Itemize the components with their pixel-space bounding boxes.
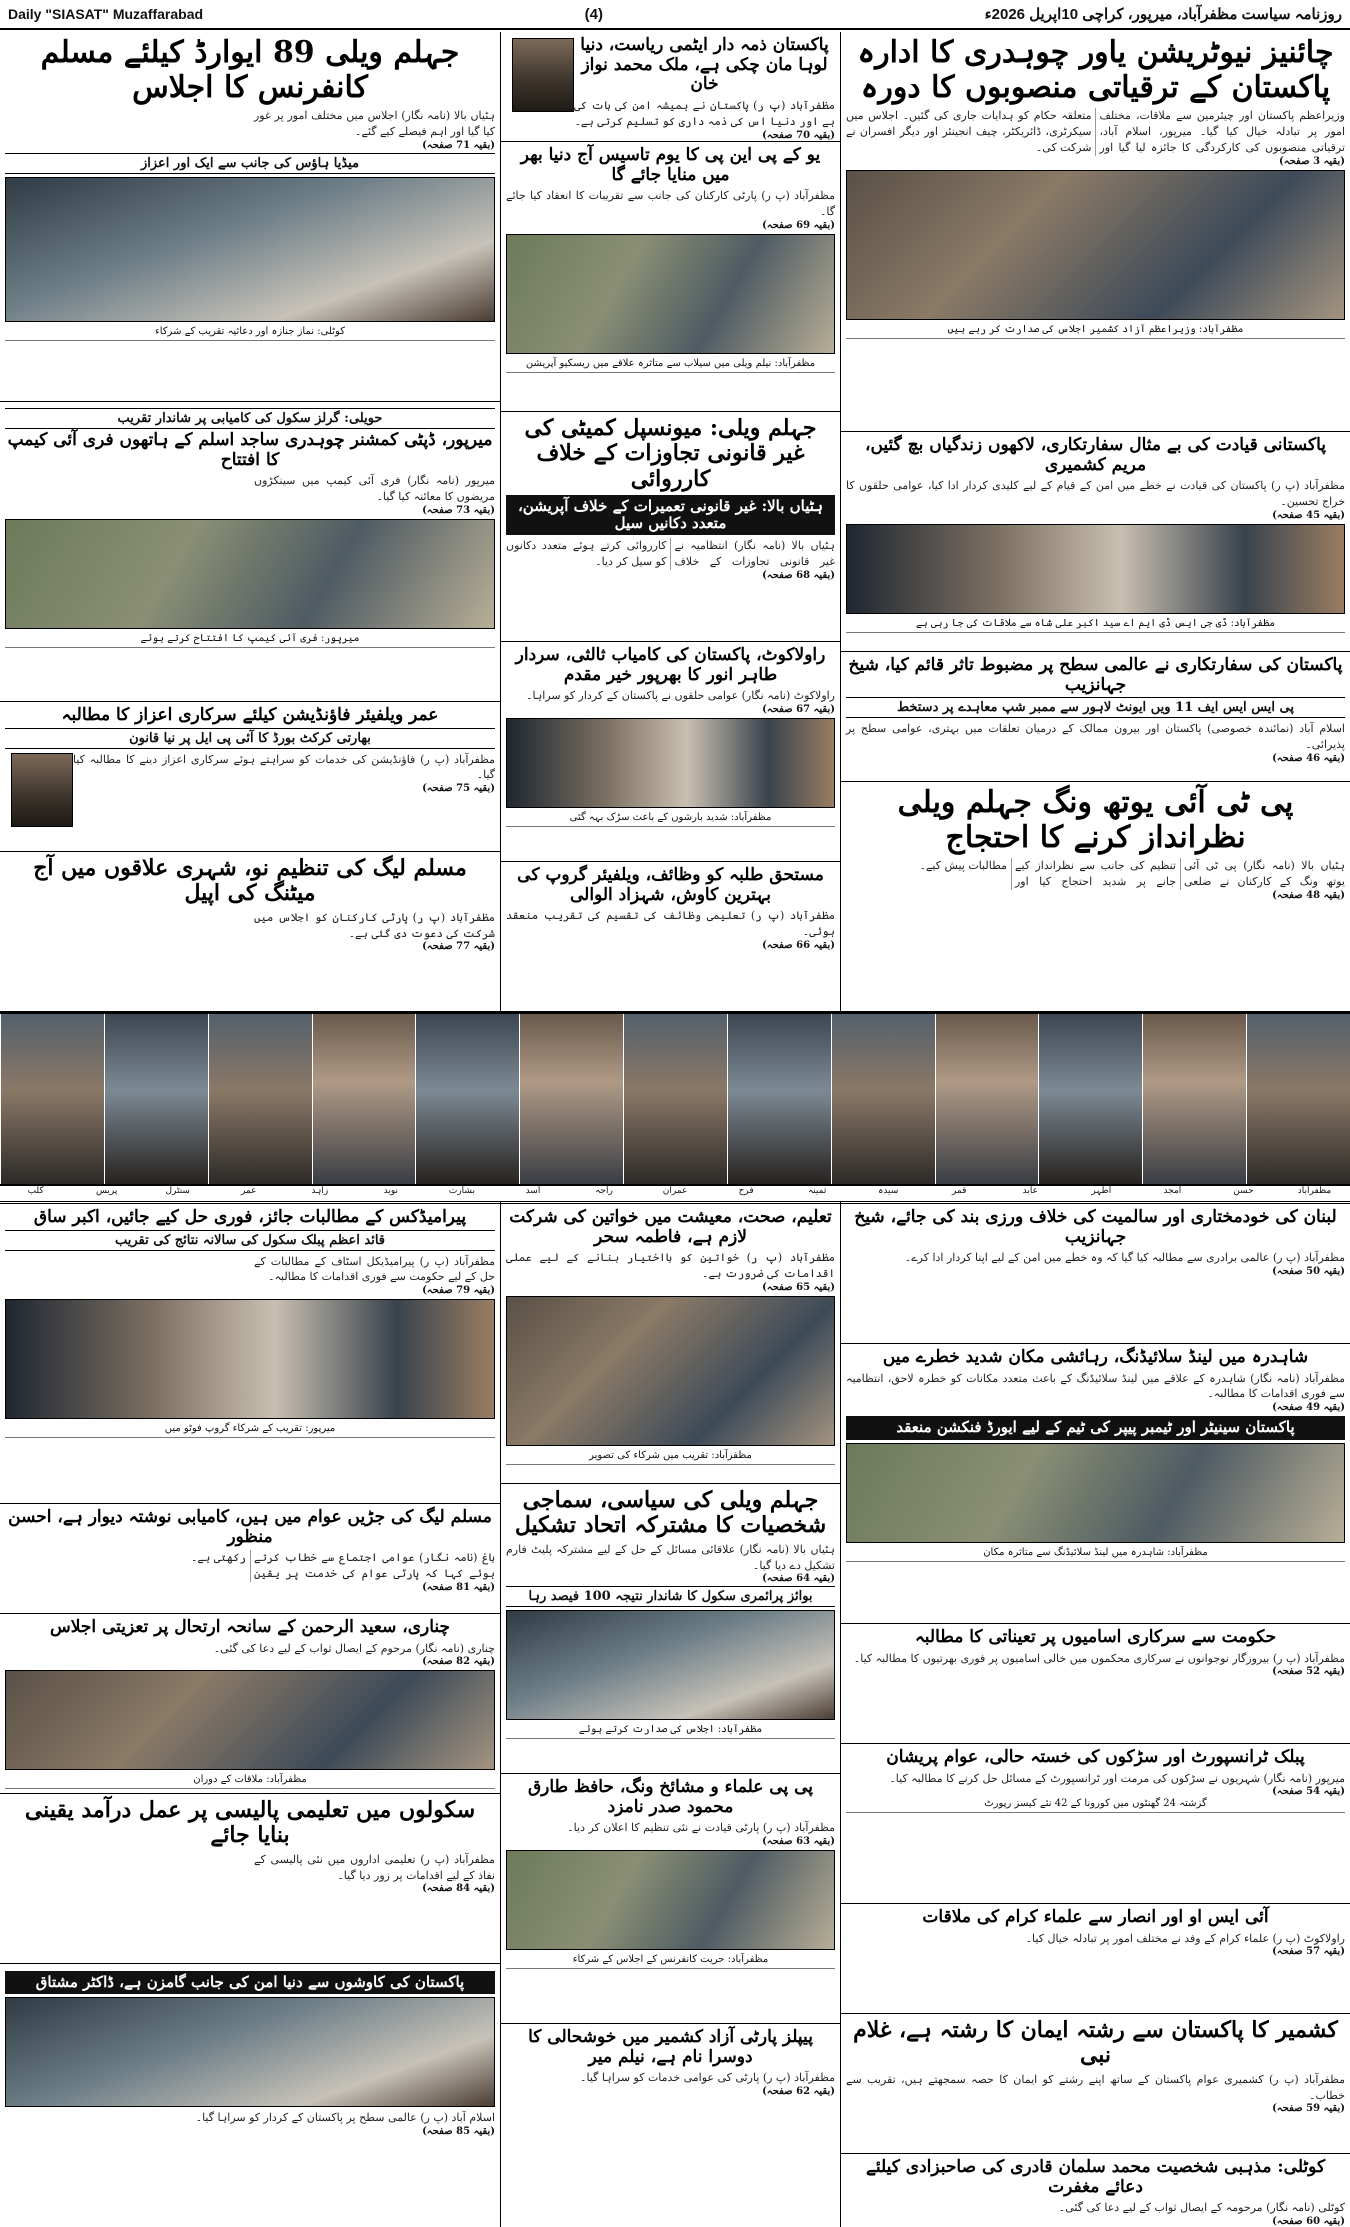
headline: کشمیر کا پاکستان سے رشتہ ایمان کا رشتہ ہے، غلام نبی bbox=[853, 2017, 1338, 2069]
story-body: باغ (نامہ نگار) عوامی اجتماع سے خطاب کرتے ہوئے کہا کہ پارٹی عوام کی خدمت پر یقین رکھتی ہے۔ bbox=[190, 1551, 495, 1581]
photo-caption: مظفرآباد: نیلم ویلی میں سیلاب سے متاثرہ علاقے میں ریسکیو آپریشن bbox=[506, 357, 835, 373]
portrait-photo bbox=[831, 1014, 935, 1184]
news-photo bbox=[846, 524, 1345, 614]
news-photo bbox=[506, 718, 835, 808]
story-left-3 bbox=[0, 702, 500, 852]
portrait-name: زاہد bbox=[311, 1186, 329, 1196]
story-right-11 bbox=[841, 2154, 1350, 2227]
continued-ref: (بقیہ 65 صفحہ) bbox=[762, 1281, 835, 1293]
photo-caption: مظفرآباد: وزیراعظم آزاد کشمیر اجلاس کی صدارت کر رہے ہیں bbox=[846, 323, 1345, 339]
portrait-photo bbox=[312, 1014, 416, 1184]
portrait-photo bbox=[415, 1014, 519, 1184]
headline: راولاکوٹ، پاکستان کی کامیاب ثالثی، سردار طاہر انور کا بھرپور خیر مقدم bbox=[515, 645, 826, 685]
headline: پاکستان کی کاوشوں سے دنیا امن کی جانب گامزن ہے، ڈاکٹر مشتاق bbox=[5, 1971, 495, 1994]
news-photo bbox=[506, 234, 835, 354]
continued-ref: (بقیہ 59 صفحہ) bbox=[1272, 2103, 1345, 2115]
continued-ref: (بقیہ 62 صفحہ) bbox=[762, 2086, 835, 2098]
portrait-photo bbox=[519, 1014, 623, 1184]
headline: یو کے پی این پی کا یوم تاسیس آج دنیا بھر میں منایا جائے گا bbox=[520, 145, 821, 185]
story-body: مظفرآباد (نامہ نگار) شاہدرہ کے علاقے میں لینڈ سلائیڈنگ کے باعث متعدد مکانات کو خطرہ لاحق، انتظامیہ سے فوری اقدامات کا مطالبہ۔ bbox=[846, 1371, 1345, 1401]
headline: چائنیز نیوٹریشن یاور چوہدری کا ادارہ پاکستان کے ترقیاتی منصوبوں کا دورہ bbox=[857, 35, 1334, 105]
story-body: ہٹیاں بالا (نامہ نگار) اجلاس میں مختلف امور پر غور کیا گیا اور اہم فیصلے کیے گئے۔ bbox=[254, 109, 495, 138]
portrait-name: فرح bbox=[738, 1186, 754, 1196]
portrait-photo-strip bbox=[0, 1012, 1350, 1186]
headline: پاکستانی قیادت کی بے مثال سفارتکاری، لاکھوں زندگیاں بچ گئیں، مریم کشمیری bbox=[864, 435, 1327, 475]
headline: پی پی علماء و مشائخ ونگ، حافظ طارق محمود صدر نامزد bbox=[527, 1777, 814, 1817]
story-middle-5 bbox=[501, 862, 840, 1012]
story-body: میرپور (نامہ نگار) فری آئی کیمپ میں سینکڑوں مریضوں کا معائنہ کیا گیا۔ bbox=[254, 474, 495, 504]
continued-ref: (بقیہ 45 صفحہ) bbox=[1272, 509, 1345, 521]
portrait-photo bbox=[1142, 1014, 1246, 1184]
story-right-3 bbox=[841, 652, 1350, 782]
news-photo bbox=[506, 1850, 835, 1950]
portrait-photo bbox=[104, 1014, 208, 1184]
headline: مستحق طلبہ کو وظائف، ویلفیئر گروپ کی بہترین کاوش، شہزاد الوالی bbox=[517, 865, 824, 905]
story-body: مظفرآباد (پ ر) پارٹی قیادت نے نئی تنظیم کا اعلان کر دیا۔ bbox=[567, 1821, 835, 1835]
story-left-8 bbox=[0, 1794, 500, 1964]
news-photo bbox=[5, 519, 495, 629]
headline: مسلم لیگ کی جڑیں عوام میں ہیں، کامیابی نوشتہ دیوار ہے، احسن منظور bbox=[8, 1507, 492, 1547]
continued-ref: (بقیہ 73 صفحہ) bbox=[422, 504, 495, 516]
story-body: ہٹیاں بالا (نامہ نگار) انتظامیہ نے غیر قانونی تجاوزات کے خلاف کارروائی کرتے ہوئے متعدد دکانوں کو سیل کر دیا۔ bbox=[506, 539, 835, 569]
portrait-name: عمر bbox=[241, 1186, 257, 1196]
portrait-name: ثمینہ bbox=[807, 1186, 827, 1196]
masthead bbox=[0, 0, 1350, 30]
inverse-subheading: پاکستان سینیٹر اور ٹیمبر پیپر کی ٹیم کے لیے ایورڈ فنکشن منعقد bbox=[846, 1416, 1345, 1439]
story-middle-3 bbox=[501, 412, 840, 642]
headline: شاہدرہ میں لینڈ سلائیڈنگ، رہائشی مکان شدید خطرے میں bbox=[882, 1347, 1309, 1367]
photo-caption: مظفرآباد: ملاقات کے دوران bbox=[5, 1773, 495, 1789]
news-photo bbox=[506, 1296, 835, 1446]
side-headline: قائد اعظم پبلک سکول کی سالانہ نتائج کی تقریب bbox=[5, 1230, 495, 1251]
story-body: مظفرآباد (پ ر) بیروزگار نوجوانوں نے سرکاری محکموں میں خالی اسامیوں پر فوری بھرتیوں کا مطالبہ کیا۔ bbox=[853, 1651, 1345, 1665]
portrait-photo bbox=[0, 1014, 104, 1184]
portrait-name: حسن bbox=[1233, 1186, 1254, 1196]
story-body: اسلام آباد (پ ر) عالمی سطح پر پاکستان کے کردار کو سراہا گیا۔ bbox=[195, 2111, 495, 2125]
side-headline: بھارتی کرکٹ بورڈ کا آئی پی ایل پر نیا قانون bbox=[5, 728, 495, 749]
headline: میرپور، ڈپٹی کمشنر چوہدری ساجد اسلم کے ہاتھوں فری آئی کیمپ کا افتتاح bbox=[7, 430, 493, 470]
portrait-name: نوید bbox=[383, 1186, 399, 1196]
headline: پاکستان کی سفارتکاری نے عالمی سطح پر مضبوط تاثر قائم کیا، شیخ جہانزیب bbox=[848, 655, 1343, 695]
story-body: مظفرآباد (پ ر) فاؤنڈیشن کی خدمات کو سراہتے ہوئے سرکاری اعزاز دینے کا مطالبہ کیا گیا۔ bbox=[73, 752, 495, 782]
story-body: مظفرآباد (پ ر) عالمی برادری سے مطالبہ کیا گیا کہ وہ خطے میں امن کے لیے اپنا کردار ادا کرے۔ bbox=[904, 1251, 1345, 1265]
story-left-4 bbox=[0, 852, 500, 1012]
headline: تعلیم، صحت، معیشت میں خواتین کی شرکت لازم ہے، فاطمہ سحر bbox=[509, 1207, 832, 1247]
continued-ref: (بقیہ 71 صفحہ) bbox=[422, 139, 495, 151]
story-middle-6 bbox=[501, 1204, 840, 1484]
portrait-name: عابد bbox=[1022, 1186, 1038, 1196]
continued-ref: (بقیہ 66 صفحہ) bbox=[762, 939, 835, 951]
news-photo bbox=[5, 1299, 495, 1419]
headline: عمر ویلفیئر فاؤنڈیشن کیلئے سرکاری اعزاز کا مطالبہ bbox=[61, 705, 439, 725]
story-body: مظفرآباد (پ ر) پارٹی کارکنان کی جانب سے تقریبات کا انعقاد کیا جائے گا۔ bbox=[506, 189, 835, 219]
headline: جہلم ویلی کی سیاسی، سماجی شخصیات کا مشترکہ اتحاد تشکیل bbox=[514, 1487, 827, 1539]
portrait-photo bbox=[512, 38, 574, 112]
continued-ref: (بقیہ 64 صفحہ) bbox=[762, 1573, 835, 1585]
portrait-name: راجہ bbox=[595, 1186, 613, 1196]
portrait-name: قمر bbox=[952, 1186, 967, 1196]
portrait-name: پریس bbox=[95, 1186, 118, 1196]
continued-ref: (بقیہ 52 صفحہ) bbox=[1272, 1666, 1345, 1678]
headline: پبلک ٹرانسپورٹ اور سڑکوں کی خستہ حالی، عوام پریشان bbox=[886, 1747, 1305, 1767]
news-photo bbox=[846, 1443, 1345, 1543]
paper-name: Daily "SIASAT" Muzaffarabad bbox=[8, 6, 204, 22]
page-number: (4) bbox=[584, 5, 603, 23]
story-right-4 bbox=[841, 782, 1350, 1012]
news-photo bbox=[846, 170, 1345, 320]
story-body: چناری (نامہ نگار) مرحوم کے ایصال ثواب کے لیے دعا کی گئی۔ bbox=[213, 1641, 495, 1655]
story-body: مظفرآباد (پ ر) تعلیمی وظائف کی تقسیم کی تقریب منعقد ہوئی۔ bbox=[506, 909, 835, 939]
portrait-photo bbox=[208, 1014, 312, 1184]
headline: پاکستان ذمہ دار ایٹمی ریاست، دنیا لوہا مان چکی ہے، ملک محمد نواز خان bbox=[580, 35, 829, 95]
photo-caption: گزشتہ 24 گھنٹوں میں کورونا کے 42 نئے کیسز رپورٹ bbox=[846, 1797, 1345, 1813]
headline: حکومت سے سرکاری اسامیوں پر تعیناتی کا مطالبہ bbox=[914, 1627, 1277, 1647]
headline: چناری، سعید الرحمن کے سانحہ ارتحال پر تعزیتی اجلاس bbox=[49, 1617, 451, 1637]
story-body: مظفرآباد (پ ر) پارٹی کارکنان کو اجلاس میں شرکت کی دعوت دی گئی ہے۔ bbox=[254, 910, 495, 940]
continued-ref: (بقیہ 3 صفحہ) bbox=[1279, 155, 1345, 167]
story-body: ہٹیاں بالا (نامہ نگار) علاقائی مسائل کے حل کے لیے مشترکہ پلیٹ فارم تشکیل دے دیا گیا۔ bbox=[506, 1542, 835, 1572]
portrait-name: مظفرآباد bbox=[1297, 1186, 1332, 1196]
story-right-6 bbox=[841, 1344, 1350, 1624]
story-right-8 bbox=[841, 1744, 1350, 1904]
portrait-photo bbox=[1038, 1014, 1142, 1184]
portrait-name: سیدہ bbox=[878, 1186, 899, 1196]
portrait-name: سنٹرل bbox=[165, 1186, 190, 1196]
continued-ref: (بقیہ 54 صفحہ) bbox=[1272, 1786, 1345, 1798]
story-left-1 bbox=[0, 32, 500, 402]
story-body: وزیراعظم پاکستان اور چیئرمین سے ملاقات، مختلف امور پر تبادلہ خیال کیا گیا۔ میرپور، اسلام آباد، ترقیاتی منصوبوں کی کارکردگی کا جائزہ لیا گیا اور متعلقہ حکام کو ہدایات جاری کی گئیں۔ اجلاس میں سیکرٹری، ڈائریکٹر، چیف انجینئر اور دیگر افسران نے شرکت کی۔ bbox=[846, 109, 1345, 154]
story-middle-7 bbox=[501, 1484, 840, 1774]
headline: جہلم ویلی: میونسپل کمیٹی کی غیر قانونی تجاوزات کے خلاف کارروائی bbox=[524, 415, 817, 492]
story-body: مظفرآباد (پ ر) خواتین کو بااختیار بنانے کے لیے عملی اقدامات کی ضرورت ہے۔ bbox=[506, 1251, 835, 1281]
headline: کوٹلی: مذہبی شخصیت محمد سلمان قادری کی صاحبزادی کیلئے دعائے مغفرت bbox=[865, 2157, 1326, 2197]
photo-caption: میرپور: تقریب کے شرکاء گروپ فوٹو میں bbox=[5, 1422, 495, 1438]
story-left-7 bbox=[0, 1614, 500, 1794]
story-left-6 bbox=[0, 1504, 500, 1614]
story-right-9 bbox=[841, 1904, 1350, 2014]
portrait-name: امجد bbox=[1163, 1186, 1182, 1196]
continued-ref: (بقیہ 68 صفحہ) bbox=[762, 570, 835, 582]
photo-caption: مظفرآباد: شاہدرہ میں لینڈ سلائیڈنگ سے متاثرہ مکان bbox=[846, 1546, 1345, 1562]
portrait-name: عمران bbox=[662, 1186, 688, 1196]
continued-ref: (بقیہ 48 صفحہ) bbox=[1272, 889, 1345, 901]
headline: پی ٹی آئی یوتھ ونگ جہلم ویلی نظرانداز کرنے کا احتجاج bbox=[897, 785, 1294, 855]
story-right-7 bbox=[841, 1624, 1350, 1744]
photo-caption: مظفرآباد: تقریب میں شرکاء کی تصویر bbox=[506, 1449, 835, 1465]
continued-ref: (بقیہ 49 صفحہ) bbox=[1272, 1402, 1345, 1414]
photo-caption: مظفرآباد: شدید بارشوں کے باعث سڑک بہہ گئی bbox=[506, 811, 835, 827]
continued-ref: (بقیہ 46 صفحہ) bbox=[1272, 752, 1345, 764]
continued-ref: (بقیہ 70 صفحہ) bbox=[762, 129, 835, 141]
story-body: مظفرآباد (پ ر) پاکستان نے ہمیشہ امن کی بات کی ہے اور دنیا اس کی ذمہ داری کو تسلیم کرتی ہے۔ bbox=[574, 98, 835, 128]
side-headline: پی ایس ایس ایف 11 ویں ایونٹ لاہور سے ممبر شپ معاہدے پر دستخط bbox=[846, 697, 1345, 718]
story-body: مظفرآباد (پ ر) تعلیمی اداروں میں نئی پالیسی کے نفاذ کے لیے اقدامات پر زور دیا گیا۔ bbox=[254, 1852, 495, 1882]
story-body: مظفرآباد (پ ر) کشمیری عوام پاکستان کے ساتھ اپنے رشتے کو ایمان کا حصہ سمجھتے ہیں، تقریب سے خطاب۔ bbox=[846, 2072, 1345, 2102]
story-body: اسلام آباد (نمائندہ خصوصی) پاکستان اور بیرون ممالک کے درمیان تعلقات میں بہتری، عوامی سطح پر پذیرائی۔ bbox=[846, 722, 1345, 752]
headline: آئی ایس او اور انصار سے علماء کرام کی ملاقات bbox=[922, 1907, 1269, 1927]
portrait-name: اسد bbox=[525, 1186, 541, 1196]
portrait-name: اظہر bbox=[1091, 1186, 1112, 1196]
side-headline: میڈیا ہاؤس کی جانب سے ایک اور اعزاز bbox=[5, 153, 495, 174]
news-photo bbox=[5, 177, 495, 322]
inverse-subheading: ہٹیاں بالا: غیر قانونی تعمیرات کے خلاف آپریشن، متعدد دکانیں سیل bbox=[506, 495, 835, 536]
side-headline: حویلی: گرلز سکول کی کامیابی پر شاندار تقریب bbox=[5, 408, 495, 429]
continued-ref: (بقیہ 84 صفحہ) bbox=[422, 1883, 495, 1895]
story-body: میرپور (نامہ نگار) شہریوں نے سڑکوں کی مرمت اور ٹرانسپورٹ کے مسائل حل کرنے کا مطالبہ کیا۔ bbox=[889, 1771, 1345, 1785]
story-right-5 bbox=[841, 1204, 1350, 1344]
continued-ref: (بقیہ 67 صفحہ) bbox=[762, 704, 835, 716]
story-body: مظفرآباد (پ ر) پارٹی کی عوامی خدمات کو سراہا گیا۔ bbox=[580, 2071, 835, 2085]
continued-ref: (بقیہ 82 صفحہ) bbox=[422, 1656, 495, 1668]
side-headline: بوائز پرائمری سکول کا شاندار نتیجہ 100 فیصد رہا bbox=[506, 1586, 835, 1607]
headline: مسلم لیگ کی تنظیم نو، شہری علاقوں میں آج میٹنگ کی اپیل bbox=[33, 855, 467, 907]
news-photo bbox=[506, 1610, 835, 1720]
portrait-photo bbox=[727, 1014, 831, 1184]
story-middle-4 bbox=[501, 642, 840, 862]
news-photo bbox=[5, 1670, 495, 1770]
headline: لبنان کی خودمختاری اور سالمیت کی خلاف ورزی بند کی جائے، شیخ جہانزیب bbox=[854, 1207, 1337, 1247]
portrait-strip-names bbox=[0, 1186, 1350, 1202]
story-middle-9 bbox=[501, 2024, 840, 2194]
story-left-5 bbox=[0, 1204, 500, 1504]
continued-ref: (بقیہ 69 صفحہ) bbox=[762, 219, 835, 231]
continued-ref: (بقیہ 60 صفحہ) bbox=[1272, 2216, 1345, 2227]
portrait-photo bbox=[935, 1014, 1039, 1184]
portrait-photo bbox=[1246, 1014, 1350, 1184]
photo-caption: مظفرآباد: ڈی جی ایس ڈی ایم اے سید اکبر علی شاہ سے ملاقات کی جا رہی ہے bbox=[846, 617, 1345, 633]
story-right-10 bbox=[841, 2014, 1350, 2154]
photo-caption: مظفرآباد: اجلاس کی صدارت کرتے ہوئے bbox=[506, 1723, 835, 1739]
portrait-photo bbox=[623, 1014, 727, 1184]
story-body: راولاکوٹ (نامہ نگار) عوامی حلقوں نے پاکستان کے کردار کو سراہا۔ bbox=[526, 689, 835, 703]
story-right-1 bbox=[841, 32, 1350, 432]
headline: جہلم ویلی 89 ایوارڈ کیلئے مسلم کانفرنس کا اجلاس bbox=[40, 35, 460, 105]
story-body: ہٹیاں بالا (نامہ نگار) پی ٹی آئی یوتھ ونگ کے کارکنان نے ضلعی تنظیم کی جانب سے نظرانداز کیے جانے پر شدید احتجاج کیا اور مطالبات پیش کیے۔ bbox=[919, 859, 1345, 888]
story-body: مظفرآباد (پ ر) پاکستان کی قیادت نے خطے میں امن کے قیام کے لیے کلیدی کردار ادا کیا، عوامی حلقوں کا خراج تحسین۔ bbox=[846, 479, 1345, 509]
portrait-name: بشارت bbox=[448, 1186, 475, 1196]
photo-caption: کوٹلی: نماز جنازہ اور دعائیہ تقریب کے شرکاء bbox=[5, 325, 495, 341]
continued-ref: (بقیہ 63 صفحہ) bbox=[762, 1836, 835, 1848]
story-body: مظفرآباد (پ ر) پیرامیڈیکل اسٹاف کے مطالبات کے حل کے لیے حکومت سے فوری اقدامات کا مطالبہ۔ bbox=[254, 1254, 495, 1284]
continued-ref: (بقیہ 50 صفحہ) bbox=[1272, 1266, 1345, 1278]
continued-ref: (بقیہ 79 صفحہ) bbox=[422, 1285, 495, 1297]
story-body: راولاکوٹ (پ ر) علماء کرام کے وفد نے مختلف امور پر تبادلہ خیال کیا۔ bbox=[1025, 1931, 1345, 1945]
headline: پیپلز پارٹی آزاد کشمیر میں خوشحالی کا دوسرا نام ہے، نیلم میر bbox=[528, 2027, 813, 2067]
photo-caption: میرپور: فری آئی کیمپ کا افتتاح کرتے ہوئے bbox=[5, 632, 495, 648]
story-middle-8 bbox=[501, 1774, 840, 2024]
story-middle-2 bbox=[501, 142, 840, 412]
headline: پیرامیڈکس کے مطالبات جائز، فوری حل کیے جائیں، اکبر ساق bbox=[33, 1207, 467, 1227]
continued-ref: (بقیہ 75 صفحہ) bbox=[422, 783, 495, 795]
story-body: کوٹلی (نامہ نگار) مرحومہ کے ایصال ثواب کے لیے دعا کی گئی۔ bbox=[1058, 2201, 1345, 2215]
portrait-photo bbox=[11, 753, 73, 827]
story-right-2 bbox=[841, 432, 1350, 652]
story-middle-1 bbox=[501, 32, 840, 142]
photo-caption: مظفرآباد: حریت کانفرنس کے اجلاس کے شرکاء bbox=[506, 1953, 835, 1969]
news-photo bbox=[5, 1997, 495, 2107]
continued-ref: (بقیہ 77 صفحہ) bbox=[422, 941, 495, 953]
continued-ref: (بقیہ 81 صفحہ) bbox=[422, 1581, 495, 1593]
story-left-9 bbox=[0, 1964, 500, 2174]
portrait-name: کلب bbox=[27, 1186, 44, 1196]
continued-ref: (بقیہ 85 صفحہ) bbox=[422, 2126, 495, 2138]
edition-date: روزنامہ سیاست مظفرآباد، میرپور، کراچی 10اپریل 2026ء bbox=[984, 6, 1342, 23]
headline: سکولوں میں تعلیمی پالیسی پر عمل درآمد یقینی بنایا جائے bbox=[24, 1797, 476, 1849]
continued-ref: (بقیہ 57 صفحہ) bbox=[1272, 1946, 1345, 1958]
story-left-2 bbox=[0, 402, 500, 702]
